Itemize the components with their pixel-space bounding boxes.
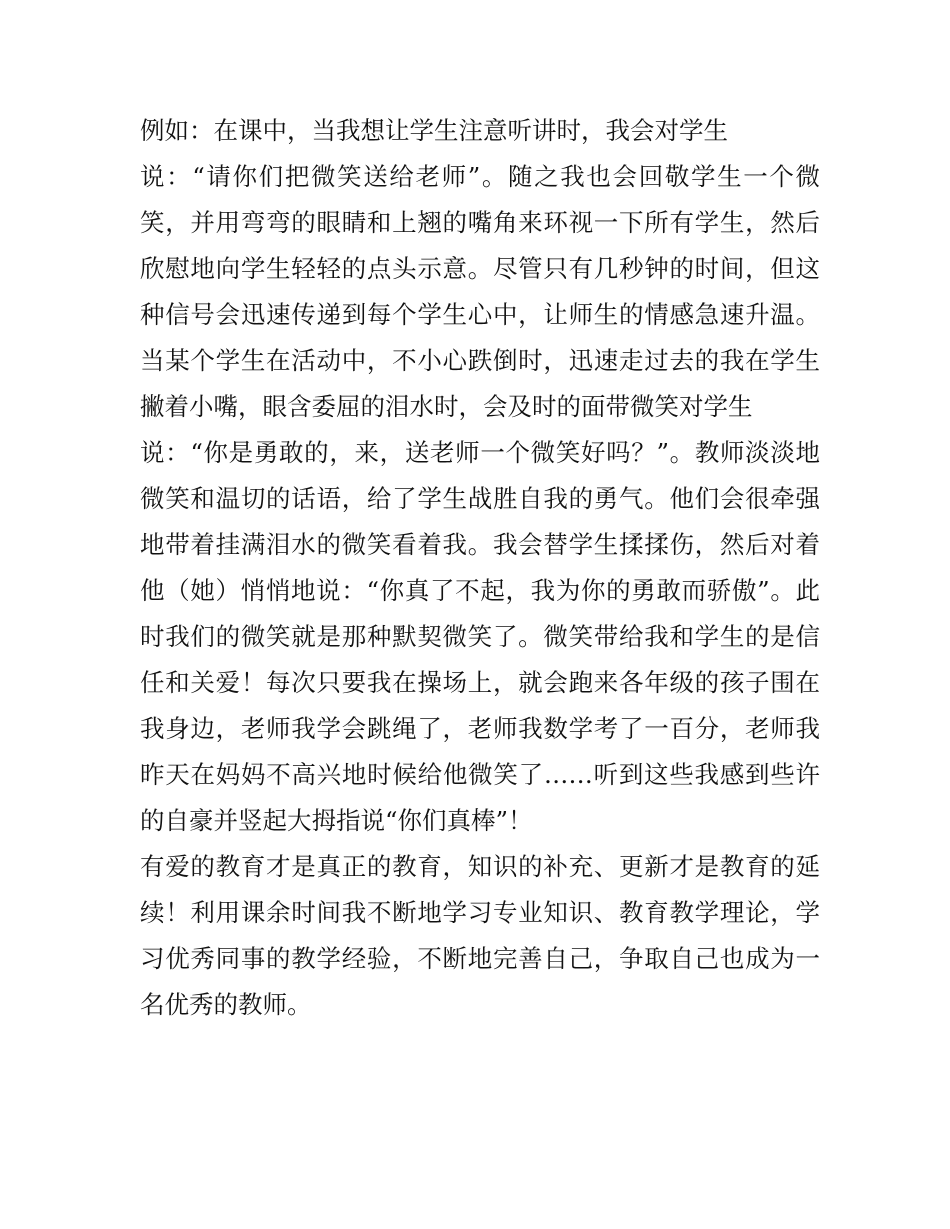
- text-line: 笑，并用弯弯的眼睛和上翘的嘴角来环视一下所有学生，然后: [140, 208, 820, 237]
- text-line: 说：“请你们把微笑送给老师”。随之我也会回敬学生一个微: [140, 162, 820, 191]
- text-line: 种信号会迅速传递到每个学生心中，让师生的情感急速升温。: [140, 300, 820, 329]
- text-line: 微笑和温切的话语，给了学生战胜自我的勇气。他们会很牵强: [140, 484, 820, 513]
- text-line: 我身边，老师我学会跳绳了，老师我数学考了一百分，老师我: [140, 714, 820, 743]
- text-line: 习优秀同事的教学经验，不断地完善自己，争取自己也成为一: [140, 944, 820, 973]
- text-line: 有爱的教育才是真正的教育，知识的补充、更新才是教育的延: [140, 852, 820, 881]
- text-line: 例如：在课中，当我想让学生注意听讲时，我会对学生: [140, 116, 728, 145]
- text-line: 任和关爱！每次只要我在操场上，就会跑来各年级的孩子围在: [140, 668, 820, 697]
- text-line: 欣慰地向学生轻轻的点头示意。尽管只有几秒钟的时间，但这: [140, 254, 820, 283]
- body-text: [140, 108, 820, 1028]
- text-line: 他（她）悄悄地说：“你真了不起，我为你的勇敢而骄傲”。此: [140, 576, 820, 605]
- text-line: 续！利用课余时间我不断地学习专业知识、教育教学理论，学: [140, 898, 820, 927]
- text-line: 名优秀的教师。: [140, 990, 312, 1019]
- text-line: 撇着小嘴，眼含委屈的泪水时，会及时的面带微笑对学生: [140, 392, 753, 421]
- text-line: 地带着挂满泪水的微笑看着我。我会替学生揉揉伤，然后对着: [140, 530, 820, 559]
- text-line: 昨天在妈妈不高兴地时候给他微笑了……听到这些我感到些许: [140, 760, 820, 789]
- text-line: 时我们的微笑就是那种默契微笑了。微笑带给我和学生的是信: [140, 622, 820, 651]
- text-line: 当某个学生在活动中，不小心跌倒时，迅速走过去的我在学生: [140, 346, 820, 375]
- text-line: 的自豪并竖起大拇指说“你们真棒”！: [140, 806, 533, 835]
- text-line: 说：“你是勇敢的，来，送老师一个微笑好吗？”。教师淡淡地: [140, 438, 820, 467]
